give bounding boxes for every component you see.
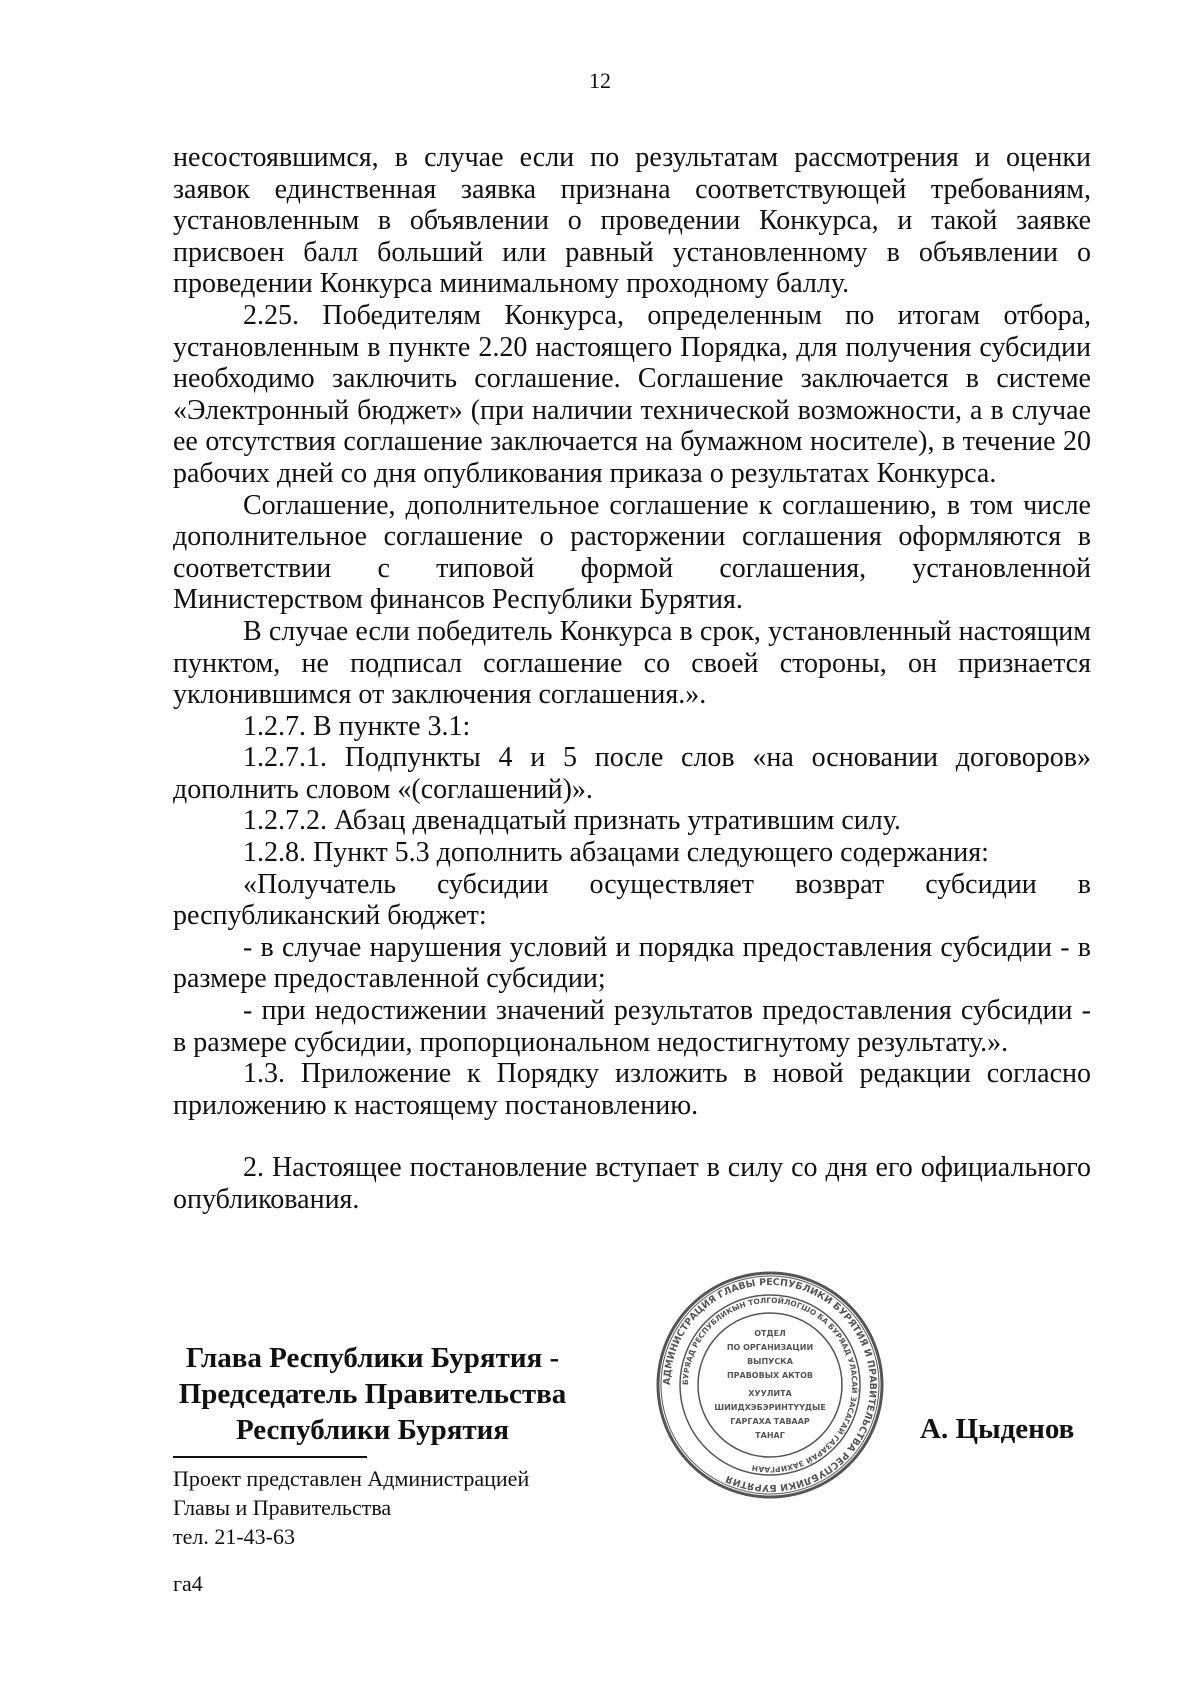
footnote-line-2: Главы и Правительства — [173, 1495, 392, 1520]
paragraph-6: 1.2.7.1. Подпункты 4 и 5 после слов «на основании договоров» дополнить словом «(соглашений)». — [173, 742, 1091, 805]
footnote-phone: тел. 21-43-63 — [173, 1524, 296, 1549]
footnote-line-1: Проект представлен Администрацией — [173, 1466, 530, 1491]
paragraph-12: 1.3. Приложение к Порядку изложить в новой редакции согласно приложению к настоящему постановлению. — [173, 1058, 1091, 1121]
signatory-title-line-2: Председатель Правительства — [178, 1378, 567, 1410]
paragraph-3: Соглашение, дополнительное соглашение к соглашению, в том числе дополнительное соглашение о расторжении соглашения оформляются в соответствии с типовой формой соглашения, установленной Министерством финансов Республики Бурятия. — [173, 489, 1091, 616]
paragraph-4: В случае если победитель Конкурса в срок, установленный настоящим пунктом, не подписал соглашение со своей стороны, он признается уклонившимся от заключения соглашения.». — [173, 615, 1091, 711]
seal-center-line-7: ГАРГАХА ТАВААР — [730, 1417, 810, 1426]
seal-center-line-1: ОТДЕЛ — [754, 1329, 786, 1338]
seal-outer-ring-text: АДМИНИСТРАЦИЯ ГЛАВЫ РЕСПУБЛИКИ БУРЯТИЯ И ПРАВИТЕЛЬСТВА РЕСПУБЛИКИ БУРЯТИЯ — [661, 1276, 879, 1494]
footnote — [173, 1464, 529, 1551]
paragraph-13: 2. Настоящее постановление вступает в силу со дня его официального опубликования. — [173, 1152, 1091, 1215]
seal-center-line-8: ТАНАГ — [755, 1431, 785, 1440]
paragraph-9: «Получатель субсидии осуществляет возврат субсидии в республиканский бюджет: — [173, 868, 1091, 932]
paragraph-2: 2.25. Победителям Конкурса, определенным по итогам отбора, установленным в пункте 2.20 настоящего Порядка, для получения субсидии необходимо заключить соглашение. Соглашение заключается в системе «Электронный бюджет» (при наличии технической возможности, а в случае ее отсутствия соглашение заключается на бумажном носителе), в течение 20 рабочих дней со дня опубликования приказа о результатах Конкурса. — [173, 299, 1091, 489]
seal-center-line-6: ШИИДХЭБЭРИНТҮҮДЫЕ — [714, 1403, 826, 1412]
paragraph-10: - в случае нарушения условий и порядка предоставления субсидии - в размере предоставленной субсидии; — [173, 931, 1091, 995]
seal-center-line-5: ХУУЛИТА — [748, 1389, 792, 1398]
signatory-title — [150, 1340, 595, 1448]
signatory-name: А. Цыденов — [920, 1413, 1075, 1445]
page-number: 12 — [589, 68, 611, 93]
seal-inner-ring-text: БУРЯАД РЕСПУБЛИКЫН ТОЛГОЙЛОГШО БА БУРЯАД УЛАСАЙ ЗАСАГАЙ ГАЗАРАЙ ЗАХИРГААН — [680, 1295, 860, 1475]
document-code: га4 — [173, 1571, 203, 1596]
signatory-title-line-1: Глава Республики Бурятия - — [185, 1342, 560, 1374]
document-body — [173, 142, 1091, 1216]
svg-text:АДМИНИСТРАЦИЯ ГЛАВЫ РЕСПУБЛИКИ — [662, 1277, 878, 1493]
seal-center-line-2: ПО ОРГАНИЗАЦИИ — [726, 1343, 814, 1352]
seal-center-line-3: ВЫПУСКА — [747, 1357, 793, 1366]
footnote-divider — [173, 1456, 367, 1458]
seal-center-line-4: ПРАВОВЫХ АКТОВ — [726, 1371, 814, 1380]
svg-text:БУРЯАД РЕСПУБЛИКЫН ТОЛГОЙЛОГШО — [681, 1296, 859, 1474]
paragraph-5: 1.2.7. В пункте 3.1: — [243, 710, 471, 742]
paragraph-8: 1.2.8. Пункт 5.3 дополнить абзацами следующего содержания: — [243, 837, 989, 869]
official-seal — [655, 1270, 885, 1500]
paragraph-7: 1.2.7.2. Абзац двенадцатый признать утратившим силу. — [243, 805, 901, 837]
signatory-title-line-3: Республики Бурятия — [235, 1414, 510, 1446]
paragraph-11: - при недостижении значений результатов предоставления субсидии - в размере субсидии, пропорциональном недостигнутому результату.». — [173, 995, 1091, 1058]
paragraph-1: несостоявшимся, в случае если по результатам рассмотрения и оценки заявок единственная заявка признана соответствующей требованиям, установленным в объявлении о проведении Конкурса, и такой заявке присвоен балл больший или равный установленному в объявлении о проведении Конкурса минимальному проходному баллу. — [173, 142, 1091, 300]
